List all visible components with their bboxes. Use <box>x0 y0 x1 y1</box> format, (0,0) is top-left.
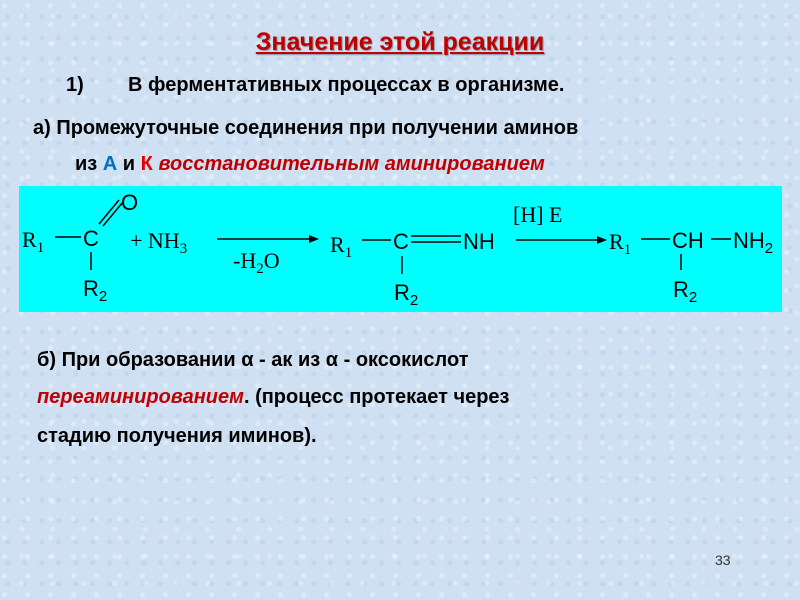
imine-carbon: C <box>393 229 409 254</box>
amine-nh2: $NH_2$ <box>733 228 774 257</box>
imine-r2: $R_2$ <box>394 280 419 309</box>
reagent-label: [H] E <box>513 202 563 227</box>
point-b-line-2 <box>37 386 510 409</box>
imine-r1: $R_1$ <box>330 232 353 261</box>
point-a-prefix: из <box>75 153 103 175</box>
arrow-2-head <box>597 236 607 244</box>
reaction-scheme-svg <box>19 186 782 312</box>
minus-water: $-H_2O$ <box>233 248 280 277</box>
oxygen-label: O <box>121 190 139 215</box>
point-1 <box>66 74 564 97</box>
point-a-line-2 <box>75 153 545 176</box>
double-bond-co-2 <box>103 202 123 226</box>
point-1-number: 1) <box>66 74 84 96</box>
point-1-text: В ферментативных процессах в организме. <box>128 74 565 96</box>
double-bond-co <box>99 200 119 224</box>
r1-label: $R_1$ <box>22 227 45 256</box>
imine-nh: NH <box>463 229 495 254</box>
reaction-scheme <box>19 186 782 312</box>
carbon-label: C <box>83 226 99 251</box>
slide-title: Значение этой реакции <box>255 28 545 56</box>
slide-number: 33 <box>715 552 731 568</box>
amine-r2: $R_2$ <box>673 277 698 306</box>
point-a-line-1: а) Промежуточные соединения при получении аминов <box>33 117 579 139</box>
point-b-line-3: стадию получения иминов). <box>37 425 317 447</box>
point-b-italic: переаминированием <box>37 386 244 408</box>
point-a-method: восстановительным аминированием <box>158 153 545 175</box>
point-b-line-1: б) При образовании α - ак из α - оксокислот <box>37 349 469 371</box>
plus-nh3: + $NH_3$ <box>130 228 188 257</box>
amine-ch: CH <box>672 228 704 253</box>
letter-a: А <box>102 153 118 175</box>
point-a-and: и <box>117 153 141 175</box>
letter-k: К <box>140 153 153 175</box>
arrow-1-head <box>309 235 319 243</box>
r2-label: $R_2$ <box>83 276 108 305</box>
amine-r1: $R_1$ <box>609 229 632 258</box>
point-b-line-2-rest: . (процесс протекает через <box>243 386 510 408</box>
